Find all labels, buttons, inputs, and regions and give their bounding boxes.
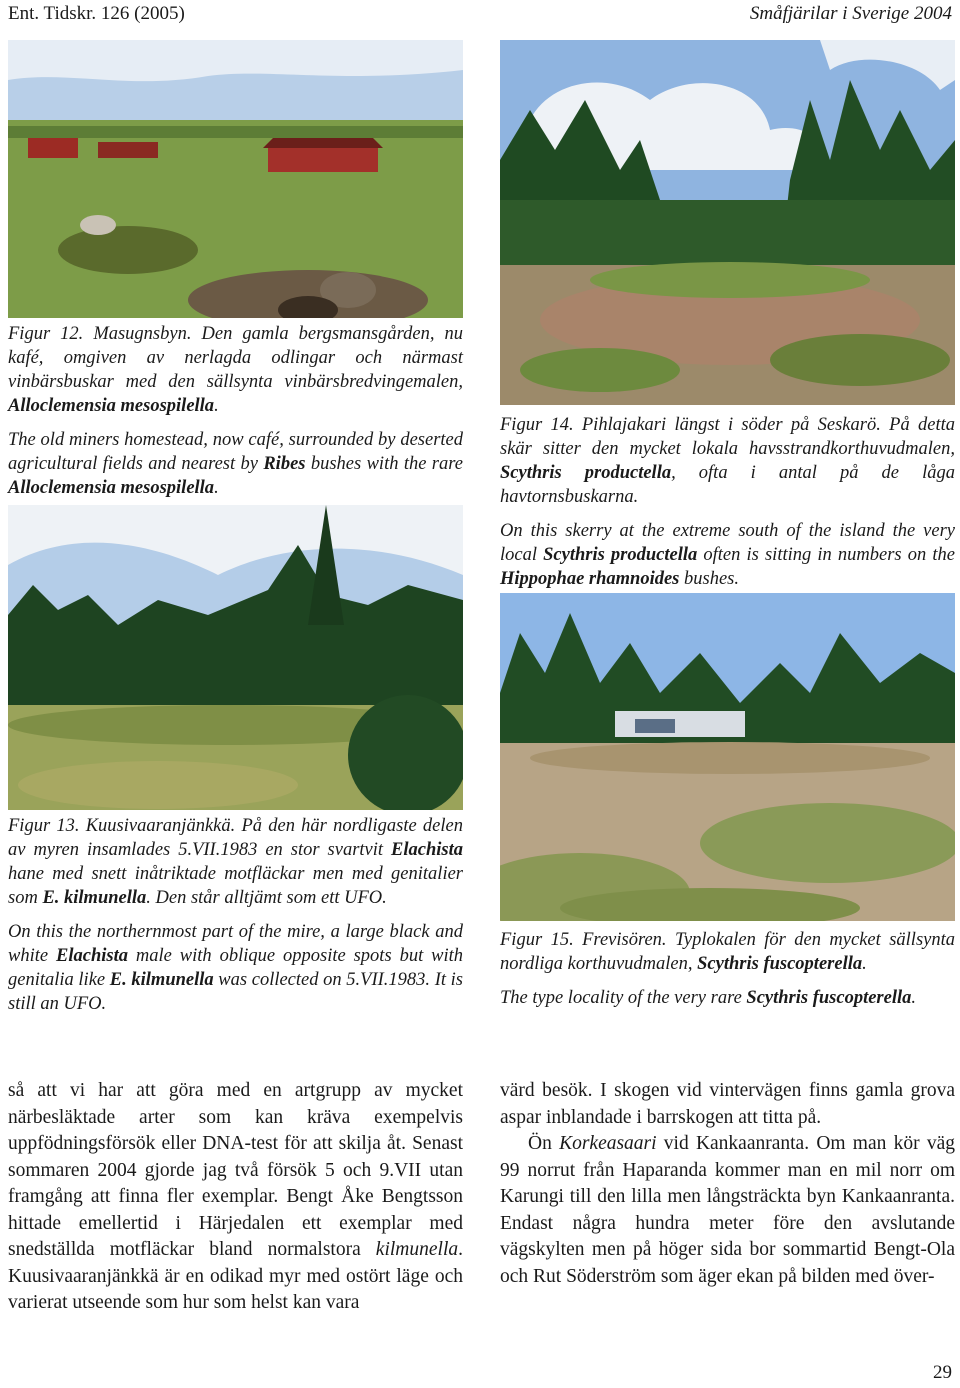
journal-header: Ent. Tidskr. 126 (2005) xyxy=(8,3,185,24)
figure-12-caption-en: The old miners homestead, now café, surrounded by deserted agricultural fields and nearest by Ribes bushes with the rare Alloclemensia mesospilella. xyxy=(8,430,463,498)
body-paragraph-right-2: Ön Korkeasaari vid Kankaanranta. Om man kör väg 99 norrut från Haparanda kommer man en mil norr om Karungi till den lilla men långsträckta byn Kankaanranta. Endast några hundra meter före den avslutande vägskylten men på höger sida bor sommartid Bengt-Ola och Rut Söderström som äger ekan på bilden med över- xyxy=(500,1133,955,1287)
figure-12-caption-sv: Figur 12. Masugnsbyn. Den gamla bergsmansgården, nu kafé, omgiven av nerlagda odlingar och närmast vinbärsbuskar med den sällsynta vinbärsbredvingemalen, Alloclemensia mesospilella. xyxy=(8,324,463,416)
photo-masugnsbyn xyxy=(8,40,463,318)
body-paragraph-left: så att vi har att göra med en artgrupp av mycket närbesläktade arter som kan kräva exempelvis uppfödningsförsök eller DNA-test för att skilja åt. Senast sommaren 2004 gjorde jag två försök 5 och 9.VII utan framgång att finna fler exemplar. Bengt Åke Bengtsson hittade emellertid i Härjedalen ett exemplar med snedställda motfläckar bland normalstora kilmunella. Kuusivaaranjänkkä är en odikad myr med ostört läge och varierat utseende som hur som helst kan vara xyxy=(8,1080,463,1313)
photo-pihlajakari xyxy=(500,40,955,405)
figure-13-caption-sv: Figur 13. Kuusivaaranjänkkä. På den här nordligaste delen av myren insamlades 5.VII.1983 en stor svartvit Elachista hane med snett inåtriktade motfläckar men med genitalier som E. kilmunella. Den står alltjämt som ett UFO. xyxy=(8,816,463,908)
photo-kuusivaaranjankka xyxy=(8,505,463,810)
body-text-right-column xyxy=(500,1078,955,1290)
figure-13-caption xyxy=(8,814,463,1026)
figure-14-caption xyxy=(500,413,955,601)
figure-15-caption xyxy=(500,928,955,1020)
figure-14-caption-sv: Figur 14. Pihlajakari längst i söder på Seskarö. På detta skär sitter den mycket lokala havsstrandkorthuvudmalen, Scythris productella, ofta i antal på de låga havtornsbuskarna. xyxy=(500,415,955,507)
figure-15-caption-sv: Figur 15. Frevisören. Typlokalen för den mycket sällsynta nordliga korthuvudmalen, Scythris fuscopterella. xyxy=(500,930,955,974)
running-title: Småfjärilar i Sverige 2004 xyxy=(749,3,952,24)
body-text-left-column xyxy=(8,1078,463,1317)
figure-13-caption-en: On this the northernmost part of the mire, a large black and white Elachista male with oblique opposite spots but with genitalia like E. kilmunella was collected on 5.VII.1983. It is still an UFO. xyxy=(8,922,463,1014)
figure-15-caption-en: The type locality of the very rare Scythris fuscopterella. xyxy=(500,988,917,1008)
body-paragraph-right-1: värd besök. I skogen vid vintervägen finns gamla grova aspar inblandade i barrskogen att titta på. xyxy=(500,1080,955,1128)
figure-12-caption xyxy=(8,322,463,510)
photo-frevisoren xyxy=(500,593,955,921)
page-number: 29 xyxy=(933,1362,952,1383)
figure-14-caption-en: On this skerry at the extreme south of the island the very local Scythris productella often is sitting in numbers on the Hippophae rhamnoides bushes. xyxy=(500,521,955,589)
